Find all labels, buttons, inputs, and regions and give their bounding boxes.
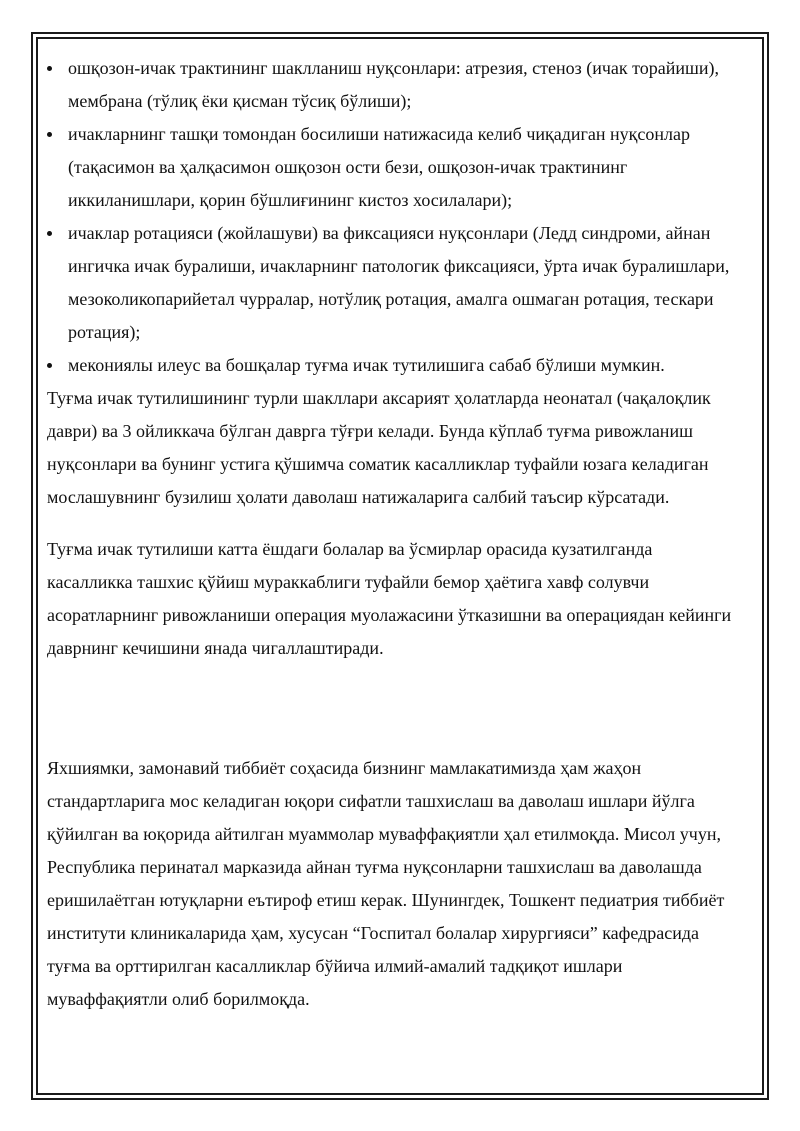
paragraph-older-children: Туғма ичак тутилиши катта ёшдаги болалар ва ўсмирлар орасида кузатилганда касалликка ташхис қўйиш мураккаблиги туфайли бемор ҳаётига хавф солувчи асоратларнинг ривожланиши операция муолажасини ўтказишни ва операциядан кейинги даврнинг кечишини янада чигаллаштиради.	[47, 539, 732, 658]
list-item	[47, 217, 737, 349]
paragraph-spacer	[47, 514, 737, 533]
paragraph-modern-medicine: Яхшиямки, замонавий тиббиёт соҳасида бизнинг мамлакатимизда ҳам жаҳон стандартларига мос келадиган юқори сифатли ташхислаш ва даволаш ишлари йўлга қўйилган ва юқорида айтилган муаммолар муваффақиятли ҳал етилмоқда. Мисол учун, Республика перинатал марказида айнан туғма нуқсонларни ташхислаш ва даволашда еришилаётган ютуқларни еътироф етиш керак. Шунингдек, Тошкент педиатрия тиббиёт институти клиникаларида ҳам, хусусан “Госпитал болалар хирургияси” кафедрасида туғма ва орттирилган касалликлар бўйича илмий-амалий тадқиқот ишлари муваффақиятли олиб борилмоқда.	[47, 758, 725, 1009]
bullet-list	[47, 52, 737, 382]
list-item-text: ошқозон-ичак трактининг шаклланиш нуқсонлари: атрезия, стеноз (ичак торайиши), мембрана (тўлиқ ёки қисман тўсиқ бўлиши);	[68, 58, 720, 111]
list-item	[47, 52, 737, 118]
list-item-text: мекониялы илеус ва бошқалар туғма ичак тутилишига сабаб бўлиши мумкин.	[68, 355, 665, 375]
list-item-text: ичакларнинг ташқи томондан босилиши натижасида келиб чиқадиган нуқсонлар (тақасимон ва ҳалқасимон ошқозон ости бези, ошқозон-ичак трактининг иккиланишлари, қорин бўшлиғининг кистоз хосилалари);	[68, 124, 691, 210]
paragraph-neonatal: Туғма ичак тутилишининг турли шакллари аксарият ҳолатларда неонатал (чақалоқлик даври) ва 3 ойликкача бўлган даврга тўғри келади. Бунда кўплаб туғма ривожланиш нуқсонлари ва бунинг устига қўшимча соматик касалликлар туфайли юзага келадиган мослашувнинг бузилиш ҳолати даволаш натижаларига салбий таъсир кўрсатади.	[47, 388, 711, 507]
list-item	[47, 349, 737, 382]
document-body	[47, 52, 737, 1016]
list-item-text: ичаклар ротацияси (жойлашуви) ва фиксацияси нуқсонлари (Ледд синдроми, айнан ингичка ичак буралиши, ичакларнинг патологик фиксацияси, ўрта ичак буралишлари, мезоколикопарийетал чурралар, нотўлиқ ротация, амалга ошмаган ротация, тескари ротация);	[68, 223, 730, 342]
bullet-icon	[47, 132, 52, 137]
paragraph-spacer	[47, 665, 737, 752]
list-item	[47, 118, 737, 217]
bullet-icon	[47, 363, 52, 368]
bullet-icon	[47, 66, 52, 71]
bullet-icon	[47, 231, 52, 236]
